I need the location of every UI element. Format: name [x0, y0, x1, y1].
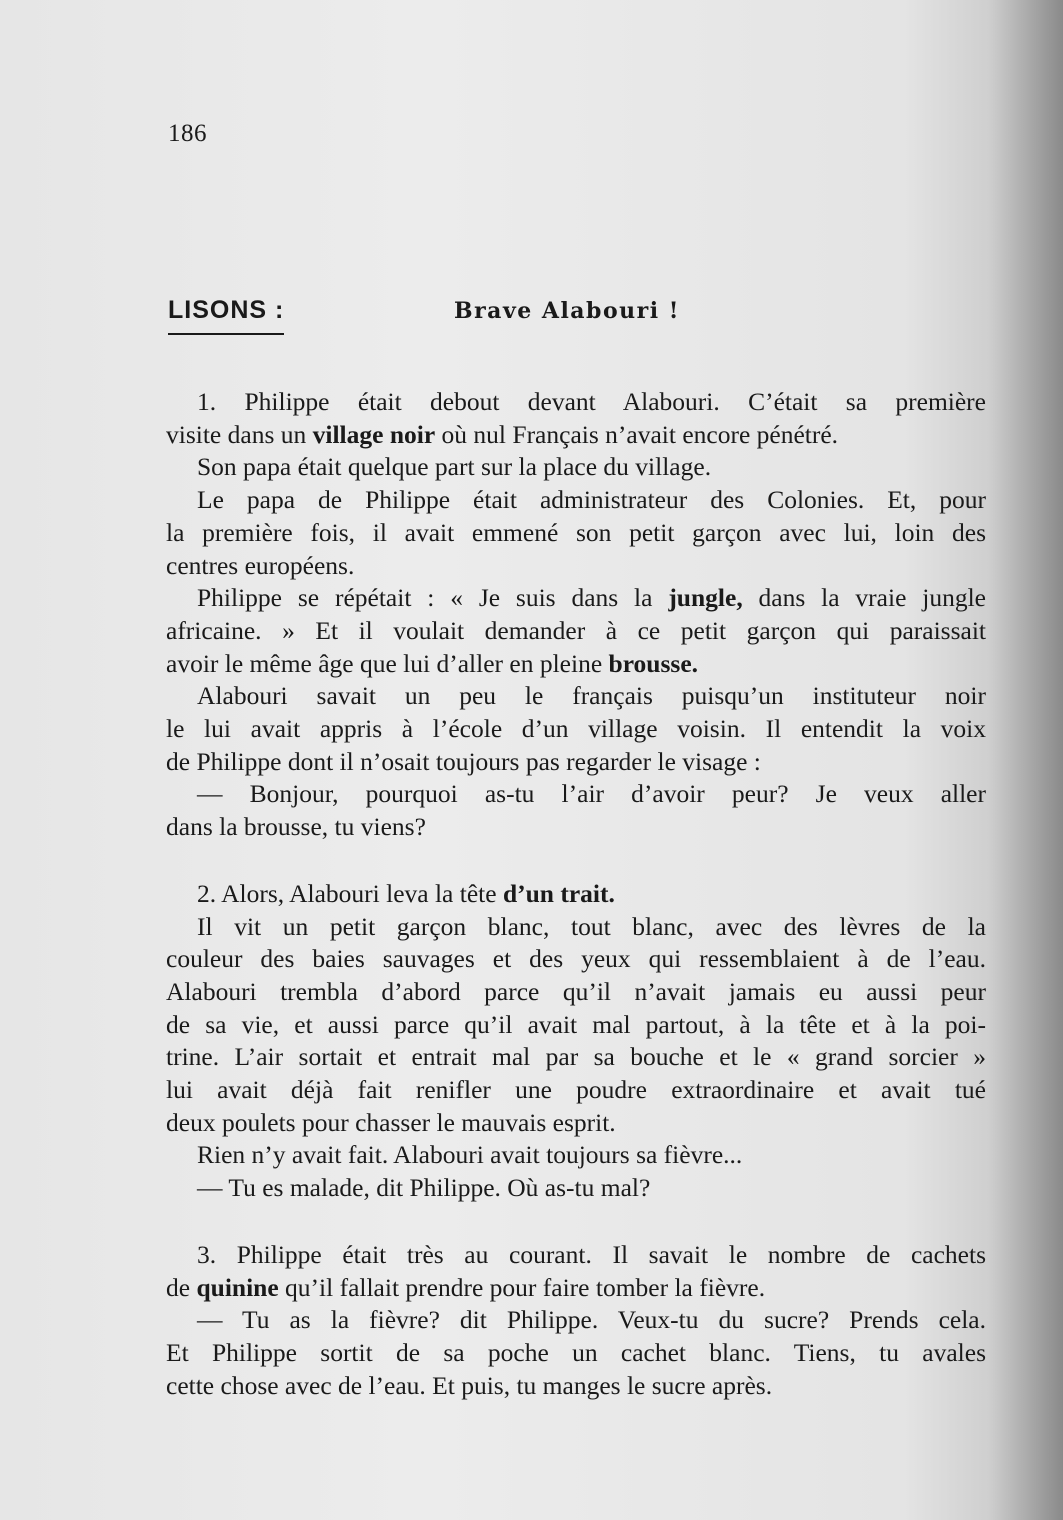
bold-term: d’un trait.: [502, 878, 615, 908]
text-line: Alabouri savait un peu le français puisqu’un instituteur noir: [197, 681, 986, 711]
text-line: lui avait déjà fait renifler une poudre extraordinaire et avait tué: [166, 1075, 986, 1105]
text-line: de Philippe dont il n’osait toujours pas regarder le visage :: [166, 746, 761, 776]
section-label: LISONS :: [168, 296, 284, 335]
text-line: couleur des baies sauvages et des yeux qui ressemblaient à de l’eau.: [166, 944, 986, 974]
text-line: 2. Alors, Alabouri leva la tête d’un trait.: [197, 878, 615, 908]
text-line: de sa vie, et aussi parce qu’il avait mal partout, à la tête et à la poi-: [166, 1009, 986, 1039]
text-line: africaine. » Et il voulait demander à ce petit garçon qui paraissait: [166, 615, 986, 645]
text-line: Il vit un petit garçon blanc, tout blanc, avec des lèvres de la: [197, 911, 986, 941]
bold-term: brousse.: [608, 648, 699, 678]
text-line: cette chose avec de l’eau. Et puis, tu manges le sucre après.: [166, 1370, 773, 1400]
text-line: Alabouri trembla d’abord parce qu’il n’avait jamais eu aussi peur: [166, 976, 986, 1006]
text-line: de quinine qu’il fallait prendre pour faire tomber la fièvre.: [166, 1272, 766, 1302]
bold-term: quinine: [196, 1272, 279, 1302]
text-line: Rien n’y avait fait. Alabouri avait toujours sa fièvre...: [197, 1140, 743, 1170]
bold-term: village noir: [312, 419, 436, 449]
text-line: trine. L’air sortait et entrait mal par sa bouche et le « grand sorcier »: [166, 1042, 986, 1072]
text-line: — Tu es malade, dit Philippe. Où as-tu mal?: [197, 1173, 651, 1203]
text-line: visite dans un village noir où nul Français n’avait encore pénétré.: [166, 419, 839, 449]
paragraph-gap: [166, 1205, 986, 1239]
bold-term: jungle,: [668, 583, 743, 613]
text-line: — Bonjour, pourquoi as-tu l’air d’avoir peur? Je veux aller: [197, 779, 986, 809]
text-line: Son papa était quelque part sur la place du village.: [197, 452, 712, 482]
paragraph-gap: [166, 844, 986, 878]
text-line: deux poulets pour chasser le mauvais esprit.: [166, 1107, 616, 1137]
text-line: Et Philippe sortit de sa poche un cachet blanc. Tiens, tu avales: [166, 1337, 986, 1367]
page-number: 186: [168, 120, 207, 147]
text-line: centres européens.: [166, 550, 355, 580]
text-line: dans la brousse, tu viens?: [166, 812, 426, 842]
story-text: [166, 386, 986, 1402]
text-line: 3. Philippe était très au courant. Il savait le nombre de cachets: [197, 1239, 986, 1269]
text-line: — Tu as la fièvre? dit Philippe. Veux-tu du sucre? Prends cela.: [197, 1305, 986, 1335]
text-line: 1. Philippe était debout devant Alabouri. C’était sa première: [197, 387, 986, 416]
text-line: Philippe se répétait : « Je suis dans la jungle, dans la vraie jungle: [197, 583, 986, 613]
text-line: Le papa de Philippe était administrateur des Colonies. Et, pour: [197, 485, 986, 515]
text-line: la première fois, il avait emmené son petit garçon avec lui, loin des: [166, 517, 986, 547]
story-title: Brave Alabouri !: [454, 298, 680, 324]
section-heading: [168, 296, 988, 346]
text-line: avoir le même âge que lui d’aller en pleine brousse.: [166, 648, 699, 678]
text-line: le lui avait appris à l’école d’un village voisin. Il entendit la voix: [166, 714, 986, 744]
